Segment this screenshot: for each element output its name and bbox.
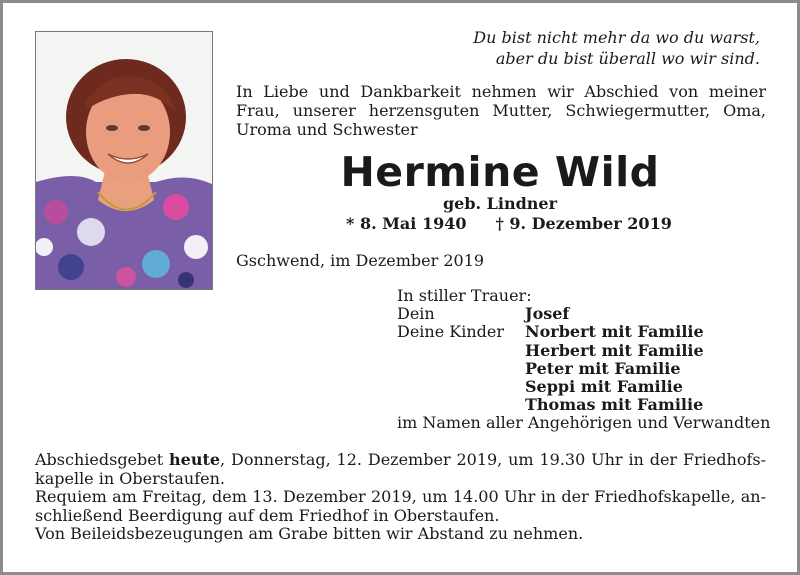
mourner-label: Dein bbox=[397, 304, 435, 324]
mourner-label bbox=[397, 378, 525, 396]
mourner-row bbox=[397, 396, 770, 414]
intro-text: In Liebe und Dankbarkeit nehmen wir Abschied von meiner Frau, unserer herzensguten Mutter, Schwiegermutter, Oma, Uroma und Schwester bbox=[236, 82, 766, 139]
prayer-info bbox=[35, 451, 766, 488]
place-date: Gschwend, im Dezember 2019 bbox=[236, 251, 485, 270]
life-dates bbox=[346, 214, 672, 234]
mourner-row bbox=[397, 342, 770, 360]
mourner-name: Herbert mit Familie bbox=[525, 340, 704, 360]
quote-line-1: Du bist nicht mehr da wo du warst, bbox=[473, 28, 760, 47]
mourner-label: Deine Kinder bbox=[397, 322, 505, 342]
prayer-info-start: Abschiedsgebet bbox=[35, 450, 170, 469]
mourner-name: Josef bbox=[525, 304, 570, 324]
mourner-row bbox=[397, 323, 770, 341]
death-date: † 9. Dezember 2019 bbox=[495, 214, 672, 233]
mourner-label bbox=[397, 342, 525, 360]
requiem-info: Requiem am Freitag, dem 13. Dezember 2019, um 14.00 Uhr in der Friedhofskapelle, an-schließend Beerdigung auf dem Friedhof in Oberstaufen. bbox=[35, 487, 766, 525]
birth-date: * 8. Mai 1940 bbox=[346, 214, 467, 233]
mourner-name: Thomas mit Familie bbox=[525, 395, 704, 415]
mourners-closing: im Namen aller Angehörigen und Verwandten bbox=[397, 413, 771, 433]
quote-line-2: aber du bist überall wo wir sind. bbox=[495, 49, 760, 68]
condolence-note: Von Beileidsbezeugungen am Grabe bitten wir Abstand zu nehmen. bbox=[35, 524, 584, 543]
mourner-name: Seppi mit Familie bbox=[525, 377, 683, 397]
mourner-name: Peter mit Familie bbox=[525, 358, 681, 378]
mourner-label bbox=[397, 360, 525, 378]
service-details bbox=[35, 451, 766, 544]
mourner-row bbox=[397, 378, 770, 396]
birth-name: geb. Lindner bbox=[442, 194, 558, 213]
mourner-row bbox=[397, 360, 770, 378]
quote bbox=[420, 27, 760, 69]
mourners-heading: In stiller Trauer: bbox=[397, 286, 532, 305]
mourner-label bbox=[397, 396, 525, 414]
mourner-row bbox=[397, 305, 770, 323]
prayer-info-today: heute bbox=[169, 450, 221, 469]
mourners-block bbox=[397, 287, 770, 433]
portrait-photo bbox=[35, 31, 213, 290]
deceased-name: Hermine Wild bbox=[340, 148, 660, 196]
prayer-info-rest: , Donnerstag, 12. Dezember 2019, um 19.30 Uhr in der Friedhofs-kapelle in Oberstaufen. bbox=[35, 450, 767, 488]
mourner-name: Norbert mit Familie bbox=[525, 322, 704, 342]
